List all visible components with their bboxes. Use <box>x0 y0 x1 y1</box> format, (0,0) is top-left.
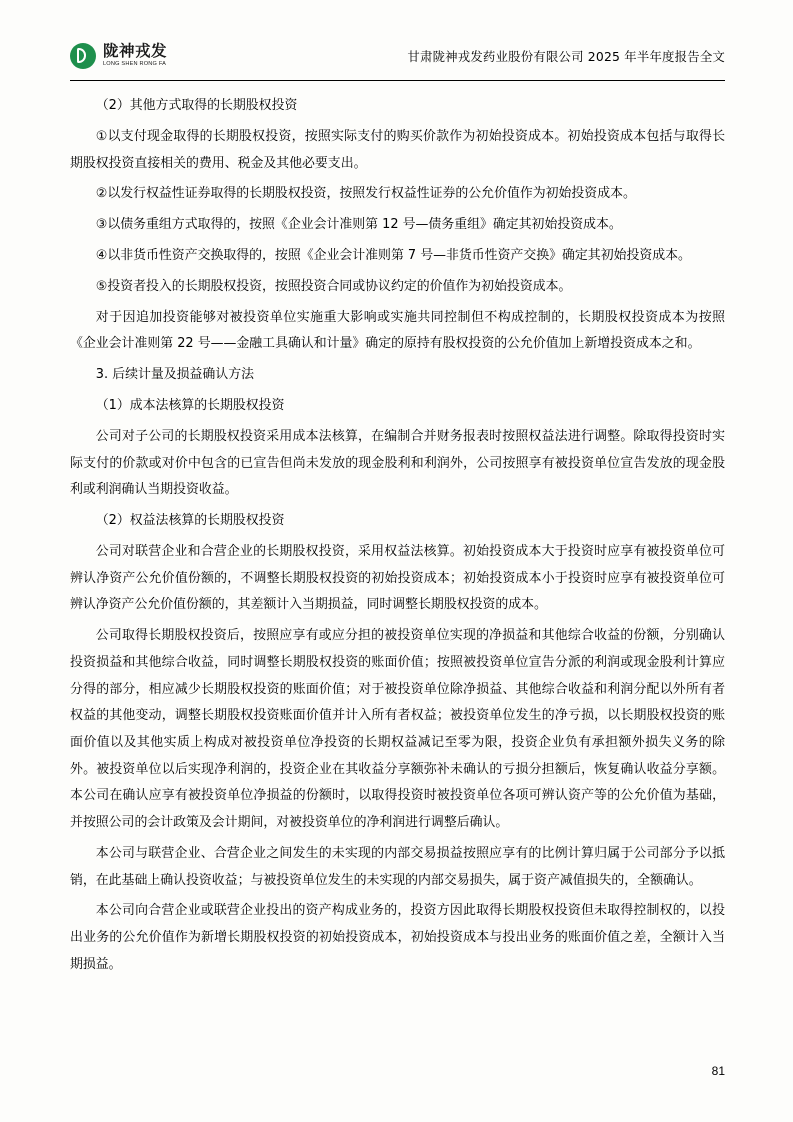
page-header <box>70 34 725 78</box>
paragraph: ③以债务重组方式取得的，按照《企业会计准则第 12 号—债务重组》确定其初始投资成本。 <box>95 217 622 233</box>
paragraph: 本公司与联营企业、合营企业之间发生的未实现的内部交易损益按照应享有的比例计算归属于公司部分予以抵销，在此基础上确认投资收益；与被投资单位发生的未实现的内部交易损失，属于资产减值损失的，全额确认。 <box>70 845 725 888</box>
logo-mark-icon <box>70 43 96 69</box>
header-divider <box>70 80 725 81</box>
paragraph: 公司对联营企业和合营企业的长期股权投资，采用权益法核算。初始投资成本大于投资时应享有被投资单位可辨认净资产公允价值份额的，不调整长期股权投资的初始投资成本；初始投资成本小于投资时应享有被投资单位可辨认净资产公允价值份额的，其差额计入当期损益，同时调整长期股权投资的成本。 <box>70 543 725 613</box>
document-body <box>70 93 725 983</box>
paragraph: ④以非货币性资产交换取得的，按照《企业会计准则第 7 号—非货币性资产交换》确定其初始投资成本。 <box>95 248 691 264</box>
logo-text <box>103 41 168 68</box>
paragraph: 公司对子公司的长期股权投资采用成本法核算，在编制合并财务报表时按照权益法进行调整。除取得投资时实际支付的价款或对价中包含的已宣告但尚未发放的现金股利和利润外，公司按照享有被投资单位宣告发放的现金股利或利润确认当期投资收益。 <box>70 428 725 498</box>
paragraph: ②以发行权益性证券取得的长期股权投资，按照发行权益性证券的公允价值作为初始投资成本。 <box>95 186 636 202</box>
logo-english-name: LONG SHEN RONG FA <box>103 61 167 68</box>
paragraph: 对于因追加投资能够对被投资单位实施重大影响或实施共同控制但不构成控制的，长期股权投资成本为按照《企业会计准则第 22 号——金融工具确认和计量》确定的原持有股权投资的公允价值加上新增投资成本之和。 <box>70 309 725 352</box>
paragraph: ①以支付现金取得的长期股权投资，按照实际支付的购买价款作为初始投资成本。初始投资成本包括与取得长期股权投资直接相关的费用、税金及其他必要支出。 <box>70 128 725 171</box>
paragraph: 公司取得长期股权投资后，按照应享有或应分担的被投资单位实现的净损益和其他综合收益的份额，分别确认投资损益和其他综合收益，同时调整长期股权投资的账面价值；按照被投资单位宣告分派的利润或现金股利计算应分得的部分，相应减少长期股权投资的账面价值；对于被投资单位除净损益、其他综合收益和利润分配以外所有者权益的其他变动，调整长期股权投资账面价值并计入所有者权益；被投资单位发生的净亏损，以长期股权投资的账面价值以及其他实质上构成对被投资单位净投资的长期权益减记至零为限，投资企业负有承担额外损失义务的除外。被投资单位以后实现净利润的，投资企业在其收益分享额弥补未确认的亏损分担额后，恢复确认收益分享额。本公司在确认应享有被投资单位净损益的份额时，以取得投资时被投资单位各项可辨认资产等的公允价值为基础，并按照公司的会计政策及会计期间，对被投资单位的净利润进行调整后确认。 <box>70 628 725 831</box>
section-heading: 3. 后续计量及损益确认方法 <box>95 367 254 383</box>
paragraph: （2）其他方式取得的长期股权投资 <box>95 98 298 113</box>
header-title: 甘肃陇神戎发药业股份有限公司 2025 年半年度报告全文 <box>407 49 725 64</box>
paragraph: ⑤投资者投入的长期股权投资，按照投资合同或协议约定的价值作为初始投资成本。 <box>95 278 572 294</box>
company-logo <box>70 43 167 69</box>
page-number: 81 <box>711 1064 725 1078</box>
paragraph: 本公司向合营企业或联营企业投出的资产构成业务的，投资方因此取得长期股权投资但未取得控制权的，以投出业务的公允价值作为新增长期股权投资的初始投资成本，初始投资成本与投出业务的账面价值之差，全额计入当期损益。 <box>70 903 725 972</box>
paragraph: （1）成本法核算的长期股权投资 <box>95 398 285 414</box>
logo-chinese-name: 陇神戎发 <box>103 41 168 60</box>
paragraph: （2）权益法核算的长期股权投资 <box>95 513 285 529</box>
